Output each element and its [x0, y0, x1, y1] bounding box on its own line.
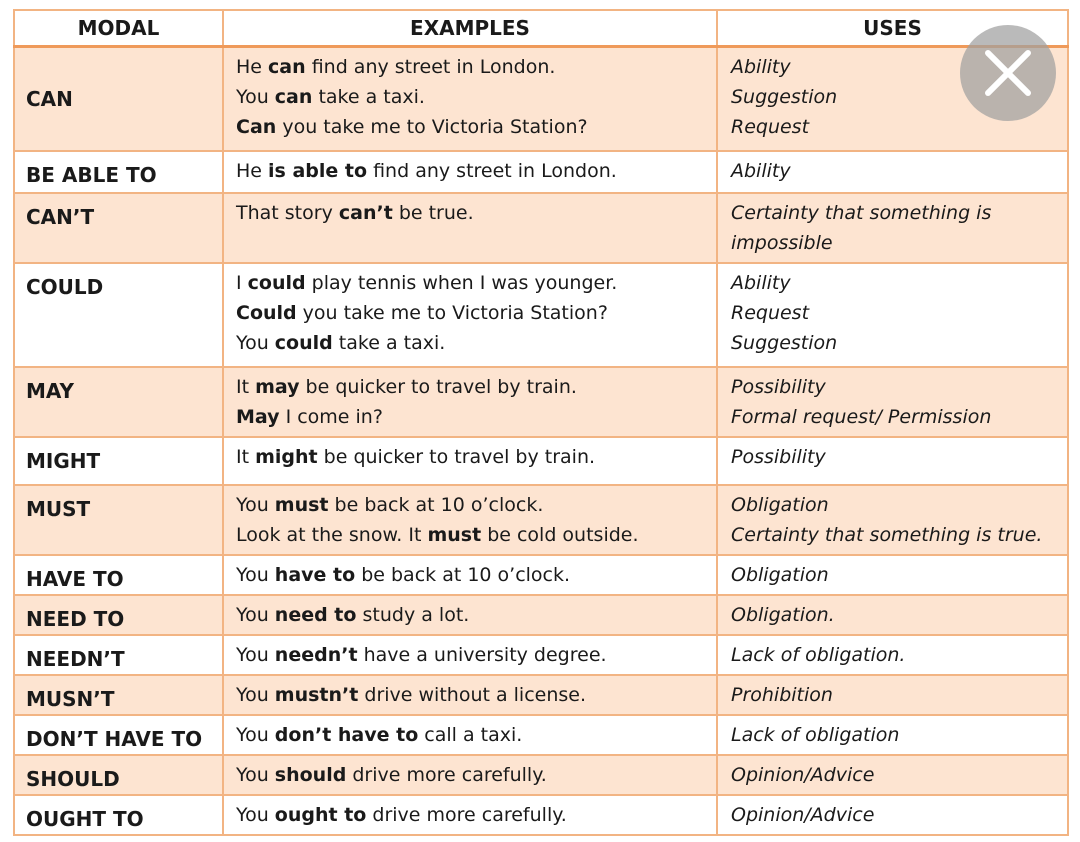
example-text: drive without a license.	[358, 683, 587, 706]
example-text: You	[236, 331, 275, 354]
table-row	[14, 437, 1068, 485]
modal-keyword: must	[427, 523, 482, 546]
table-row	[14, 263, 1068, 367]
modal-keyword: Can	[236, 116, 277, 138]
example-text: You	[236, 643, 275, 666]
use-line: Possibility	[731, 375, 826, 398]
examples-cell	[223, 555, 717, 595]
example-line	[236, 402, 716, 432]
table-row	[14, 795, 1068, 835]
example-text: You	[236, 493, 275, 516]
use-line: Obligation.	[731, 603, 835, 626]
uses-cell	[717, 367, 1068, 437]
table-row	[14, 193, 1068, 263]
table-row	[14, 635, 1068, 675]
example-text: You	[236, 603, 275, 626]
modal-keyword: could	[247, 271, 306, 294]
example-text: You	[236, 723, 275, 746]
use-line: Lack of obligation.	[731, 643, 906, 666]
examples-cell	[223, 755, 717, 795]
example-line	[236, 442, 716, 472]
example-text: You	[236, 563, 275, 586]
table-row	[14, 367, 1068, 437]
example-line	[236, 328, 716, 358]
use-line: Obligation	[731, 493, 829, 516]
example-line	[236, 800, 716, 830]
example-line	[236, 112, 716, 142]
use-line: Request	[731, 116, 810, 138]
table-header	[14, 10, 1068, 47]
example-line	[236, 298, 716, 328]
example-text: be back at 10 o’clock.	[328, 493, 544, 516]
example-text: find any street in London.	[305, 56, 556, 78]
modal-cell: NEED TO	[14, 595, 223, 635]
modal-keyword: May	[236, 405, 280, 428]
example-text: study a lot.	[356, 603, 470, 626]
examples-cell	[223, 437, 717, 485]
example-line	[236, 760, 716, 790]
uses-cell	[717, 715, 1068, 755]
examples-cell	[223, 635, 717, 675]
modal-keyword: might	[255, 445, 318, 468]
examples-cell	[223, 595, 717, 635]
modal-cell: DON’T HAVE TO	[14, 715, 223, 755]
example-text: drive more carefully.	[366, 803, 567, 826]
table-row	[14, 47, 1068, 151]
use-line: Lack of obligation	[731, 723, 900, 746]
example-text: be cold outside.	[481, 523, 639, 546]
use-line: Prohibition	[731, 683, 833, 706]
use-line: Opinion/Advice	[731, 803, 875, 826]
modal-cell: COULD	[14, 263, 223, 367]
modal-cell: MIGHT	[14, 437, 223, 485]
example-text: have a university degree.	[357, 643, 607, 666]
example-text: be true.	[392, 201, 474, 224]
modal-cell: CAN	[14, 47, 223, 151]
table-row	[14, 715, 1068, 755]
modal-cell: MAY	[14, 367, 223, 437]
examples-cell	[223, 795, 717, 835]
example-text: Look at the snow. It	[236, 523, 428, 546]
example-text: He	[236, 159, 269, 182]
example-text: be back at 10 o’clock.	[355, 563, 571, 586]
uses-cell	[717, 755, 1068, 795]
use-line: Certainty that something is true.	[731, 523, 1043, 546]
example-line	[236, 720, 716, 750]
example-text: take a taxi.	[332, 331, 446, 354]
modal-keyword: don’t have to	[274, 723, 419, 746]
uses-cell	[717, 635, 1068, 675]
modal-keyword: Could	[236, 301, 297, 324]
table-row	[14, 151, 1068, 193]
use-line: impossible	[731, 231, 833, 254]
modal-keyword: can	[274, 86, 313, 108]
examples-cell	[223, 47, 717, 151]
use-line: Ability	[731, 159, 791, 182]
example-text: play tennis when I was younger.	[305, 271, 618, 294]
table-row	[14, 485, 1068, 555]
example-text: be quicker to travel by train.	[317, 445, 596, 468]
example-line	[236, 198, 716, 228]
modal-verbs-table	[13, 9, 1069, 836]
uses-cell	[717, 675, 1068, 715]
modal-keyword: may	[255, 375, 300, 398]
table-body	[14, 47, 1068, 835]
example-text: call a taxi.	[418, 723, 523, 746]
example-line	[236, 156, 716, 186]
header-examples: EXAMPLES	[223, 10, 717, 47]
example-text: You	[236, 763, 275, 786]
example-text: He	[236, 56, 269, 78]
use-line: Possibility	[731, 445, 826, 468]
example-text: It	[236, 445, 256, 468]
example-line	[236, 372, 716, 402]
example-text: take a taxi.	[312, 86, 425, 108]
uses-cell	[717, 795, 1068, 835]
modal-keyword: could	[274, 331, 333, 354]
use-line: Suggestion	[731, 86, 838, 108]
example-text: you take me to Victoria Station?	[276, 116, 588, 138]
example-text: I	[236, 271, 248, 294]
examples-cell	[223, 263, 717, 367]
uses-cell	[717, 193, 1068, 263]
uses-cell	[717, 595, 1068, 635]
example-line	[236, 680, 716, 710]
example-line	[236, 600, 716, 630]
examples-cell	[223, 675, 717, 715]
example-text: drive more carefully.	[346, 763, 547, 786]
example-text: find any street in London.	[367, 159, 617, 182]
example-text: you take me to Victoria Station?	[296, 301, 608, 324]
examples-cell	[223, 485, 717, 555]
uses-cell	[717, 485, 1068, 555]
use-line: Certainty that something is	[731, 201, 992, 224]
example-text: be quicker to travel by train.	[299, 375, 577, 398]
examples-cell	[223, 367, 717, 437]
examples-cell	[223, 193, 717, 263]
use-line: Obligation	[731, 563, 829, 586]
modal-cell: OUGHT TO	[14, 795, 223, 835]
modal-keyword: need to	[274, 603, 357, 626]
example-text: That story	[236, 201, 339, 224]
modal-keyword: must	[274, 493, 329, 516]
modal-cell: SHOULD	[14, 755, 223, 795]
example-line	[236, 490, 716, 520]
uses-cell	[717, 151, 1068, 193]
modal-keyword: mustn’t	[274, 683, 359, 706]
use-line: Ability	[731, 271, 791, 294]
example-line	[236, 520, 716, 550]
use-line: Request	[731, 301, 810, 324]
uses-cell	[717, 555, 1068, 595]
modal-keyword: ought to	[274, 803, 367, 826]
table-row	[14, 675, 1068, 715]
table-row	[14, 555, 1068, 595]
header-modal: MODAL	[14, 10, 223, 47]
header-row	[14, 10, 1068, 47]
example-text: You	[236, 86, 275, 108]
table-row	[14, 755, 1068, 795]
modal-keyword: have to	[274, 563, 356, 586]
close-button[interactable]	[960, 25, 1056, 121]
modal-cell: CAN’T	[14, 193, 223, 263]
example-line	[236, 268, 716, 298]
modal-cell: MUSN’T	[14, 675, 223, 715]
modal-cell: MUST	[14, 485, 223, 555]
modal-cell: HAVE TO	[14, 555, 223, 595]
examples-cell	[223, 151, 717, 193]
modal-keyword: can	[268, 56, 306, 78]
close-icon	[960, 25, 1056, 121]
example-text: You	[236, 803, 275, 826]
example-line	[236, 82, 716, 112]
use-line: Formal request/ Permission	[731, 405, 992, 428]
examples-cell	[223, 715, 717, 755]
example-line	[236, 640, 716, 670]
example-line	[236, 560, 716, 590]
example-line	[236, 52, 716, 82]
uses-cell	[717, 437, 1068, 485]
modal-keyword: is able to	[268, 159, 368, 182]
use-line: Ability	[731, 56, 791, 78]
example-text: I come in?	[279, 405, 383, 428]
modal-verbs-sheet	[13, 9, 1067, 836]
modal-keyword: can’t	[338, 201, 393, 224]
modal-keyword: needn’t	[274, 643, 358, 666]
example-text: You	[236, 683, 275, 706]
modal-keyword: should	[274, 763, 347, 786]
modal-cell: BE ABLE TO	[14, 151, 223, 193]
uses-cell	[717, 263, 1068, 367]
modal-cell: NEEDN’T	[14, 635, 223, 675]
use-line: Suggestion	[731, 331, 838, 354]
header-uses: USES	[717, 10, 1068, 47]
table-row	[14, 595, 1068, 635]
use-line: Opinion/Advice	[731, 763, 875, 786]
example-text: It	[236, 375, 256, 398]
